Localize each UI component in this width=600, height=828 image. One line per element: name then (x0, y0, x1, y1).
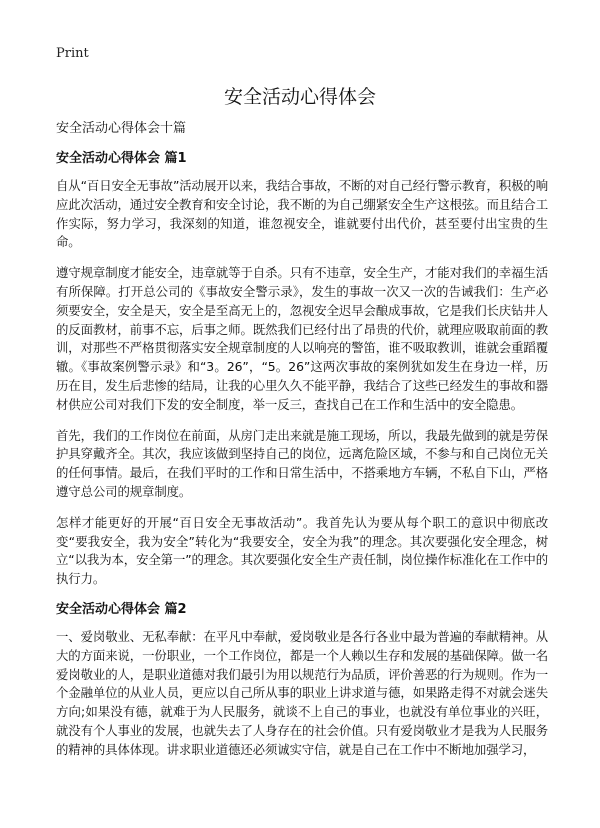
section-2 (56, 601, 548, 760)
paragraph: 遵守规章制度才能安全，违章就等于自杀。只有不违章，安全生产，才能对我们的幸福生活有所保障。打开总公司的《事故安全警示录》，发生的事故一次又一次的告诫我们：生产必须要安全，安全是天，安全是至高无上的，忽视安全迟早会酿成事故，它是我们长庆钻井人的反面教材，前事不忘，后事之师。既然我们已经付出了昂贵的代价，就理应吸取前面的教训，对那些不严格贯彻落实安全规章制度的人以响亮的警笛，谁不吸取教训，谁就会重蹈覆辙。《事故案例警示录》和“3。26”，“5。26”这两次事故的案例犹如发生在身边一样，历历在目，发生后悲惨的结局，让我的心里久久不能平静，我结合了这些已经发生的事故和器材供应公司对我们下发的安全制度，举一反三，查找自己在工作和生活中的安全隐患。 (56, 265, 548, 412)
document-subtitle: 安全活动心得体会十篇 (56, 121, 187, 136)
paragraph: 自从“百日安全无事故”活动展开以来，我结合事故，不断的对自己经行警示教育，积极的响应此次活动，通过安全教育和安全讨论，我不断的为自己绷紧安全生产这根弦。而且结合工作实际，努力学习，我深刻的知道，谁忽视安全，谁就要付出代价，甚至要付出宝贵的生命。 (56, 178, 548, 250)
paragraph: 首先，我们的工作岗位在前面，从房门走出来就是施工现场，所以，我最先做到的就是劳保护具穿戴齐全。其次，我应该做到坚持自己的岗位，远离危险区域，不参与和自己岗位无关的任何事情。最后，在我们平时的工作和日常生活中，不搭乘地方车辆，不私自下山，严格遵守总公司的规章制度。 (56, 427, 548, 499)
section-heading: 安全活动心得体会 篇1 (56, 151, 187, 166)
print-link[interactable]: Print (56, 46, 89, 61)
paragraph: 一、爱岗敬业、无私奉献：在平凡中奉献，爱岗敬业是各行各业中最为普遍的奉献精神。从大的方面来说，一份职业，一个工作岗位，都是一个人赖以生存和发展的基础保障。做一名爱岗敬业的人，是职业道德对我们最引为用以规范行为品质，评价善恶的行为规则。作为一个金融单位的从业人员，更应以自己所从事的职业上讲求道与德，如果路走得不对就会迷失方向;如果没有德，就难于为人民服务，就谈不上自己的事业，也就没有单位事业的兴旺，就没有个人事业的发展，也就失去了人身存在的社会价值。只有爱岗敬业才是我为人民服务的精神的具体体现。讲求职业道德还必须诚实守信，就是自己在工作中不断地加强学习， (56, 628, 548, 757)
page-title: 安全活动心得体会 (223, 86, 376, 108)
paragraph: 怎样才能更好的开展“百日安全无事故活动”。我首先认为要从每个职工的意识中彻底改变“要我安全，我为安全”转化为“我要安全，安全为我”的理念。其次要强化安全理念，树立“以我为本，安全第一”的理念。其次要强化安全生产责任制，岗位操作标准化在工作中的执行力。 (56, 514, 548, 587)
section-1 (56, 150, 548, 589)
section-heading: 安全活动心得体会 篇2 (56, 601, 187, 617)
document-body (56, 120, 548, 772)
